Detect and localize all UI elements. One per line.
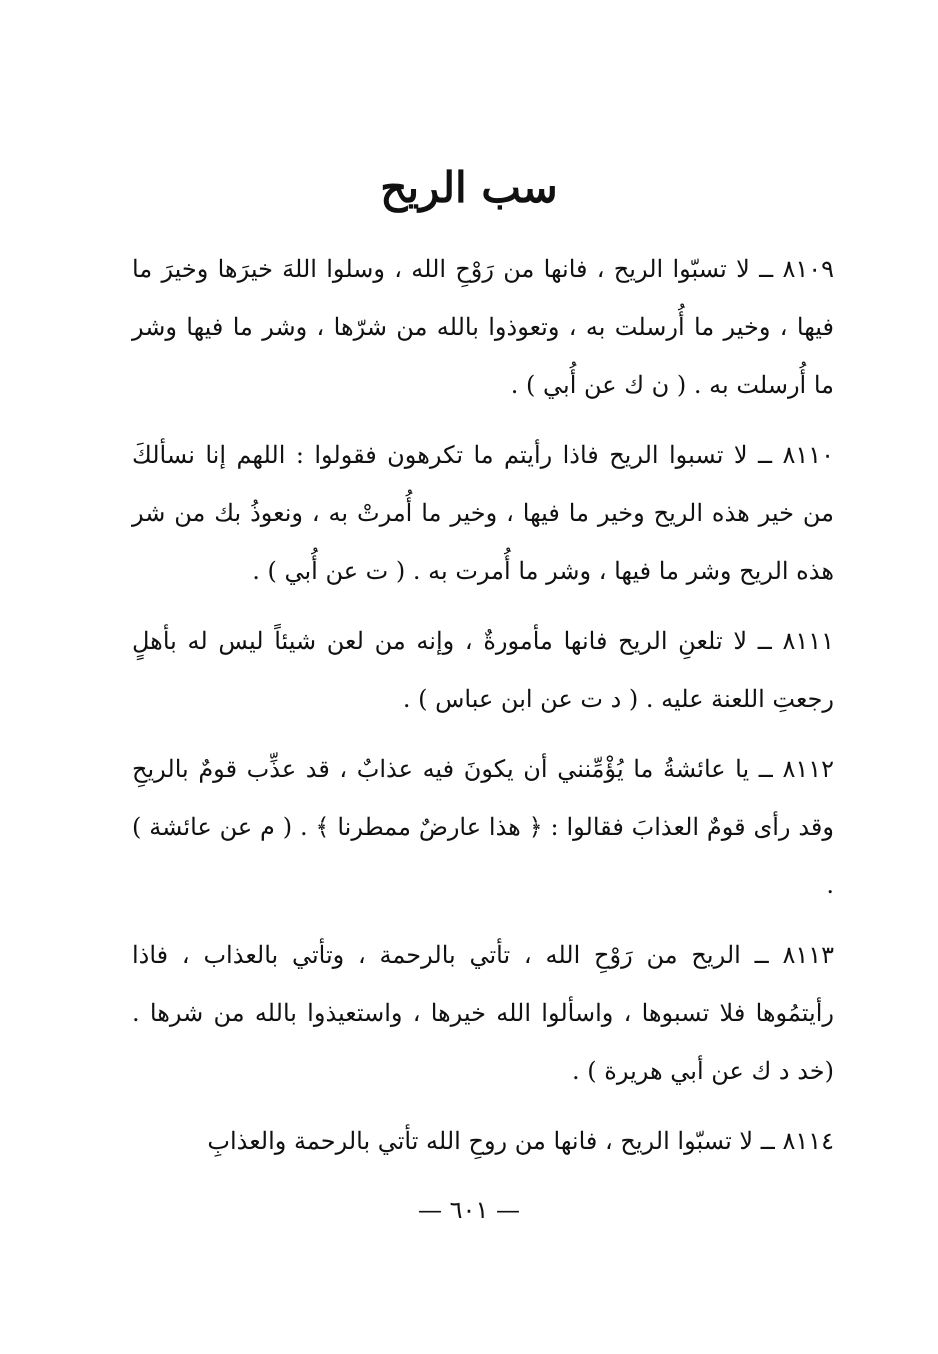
page-number: — ٦٠١ — [418,1196,520,1224]
hadith-8109: ٨١٠٩ ــ لا تسبّوا الريح ، فانها من رَوْحِ الله ، وسلوا اللهَ خيرَها وخيرَ ما فيها ، وخير ما أُرسلت به ، وتعوذوا بالله من شرّها ، وشر ما فيها وشر ما أُرسلت به . ( ن ك عن أُبي ) . [132,255,834,399]
hadith-8111: ٨١١١ ــ لا تلعنِ الريح فانها مأمورةٌ ، وإنه من لعن شيئاً ليس له بأهلٍ رجعتِ اللعنة عليه . ( د ت عن ابن عباس ) . [132,627,834,713]
hadith-8110: ٨١١٠ ــ لا تسبوا الريح فاذا رأيتم ما تكرهون فقولوا : اللهم إنا نسألكَ من خير هذه الريح وخير ما فيها ، وخير ما أُمرتْ به ، ونعوذُ بك من شر هذه الريح وشر ما فيها ، وشر ما أُمرت به . ( ت عن أُبي ) . [132,441,834,585]
hadith-list [132,240,834,1170]
chapter-title: سب الريح [380,163,558,212]
hadith-8112: ٨١١٢ ــ يا عائشةُ ما يُؤْمِّنني أن يكونَ فيه عذابٌ ، قد عذِّب قومٌ بالريحِ وقد رأى قومٌ العذابَ فقالوا : ﴿ هذا عارضٌ ممطرنا ﴾ . ( م عن عائشة ) . [132,755,835,899]
hadith-8114: ٨١١٤ ــ لا تسبّوا الريح ، فانها من روحِ الله تأتي بالرحمة والعذابِ [207,1127,834,1155]
hadith-8113: ٨١١٣ ــ الريح من رَوْحِ الله ، تأتي بالرحمة ، وتأتي بالعذاب ، فاذا رأيتمُوها فلا تسبوها ، واسألوا الله خيرها ، واستعيذوا بالله من شرها . (خد د ك عن أبي هريرة ) . [132,941,834,1085]
